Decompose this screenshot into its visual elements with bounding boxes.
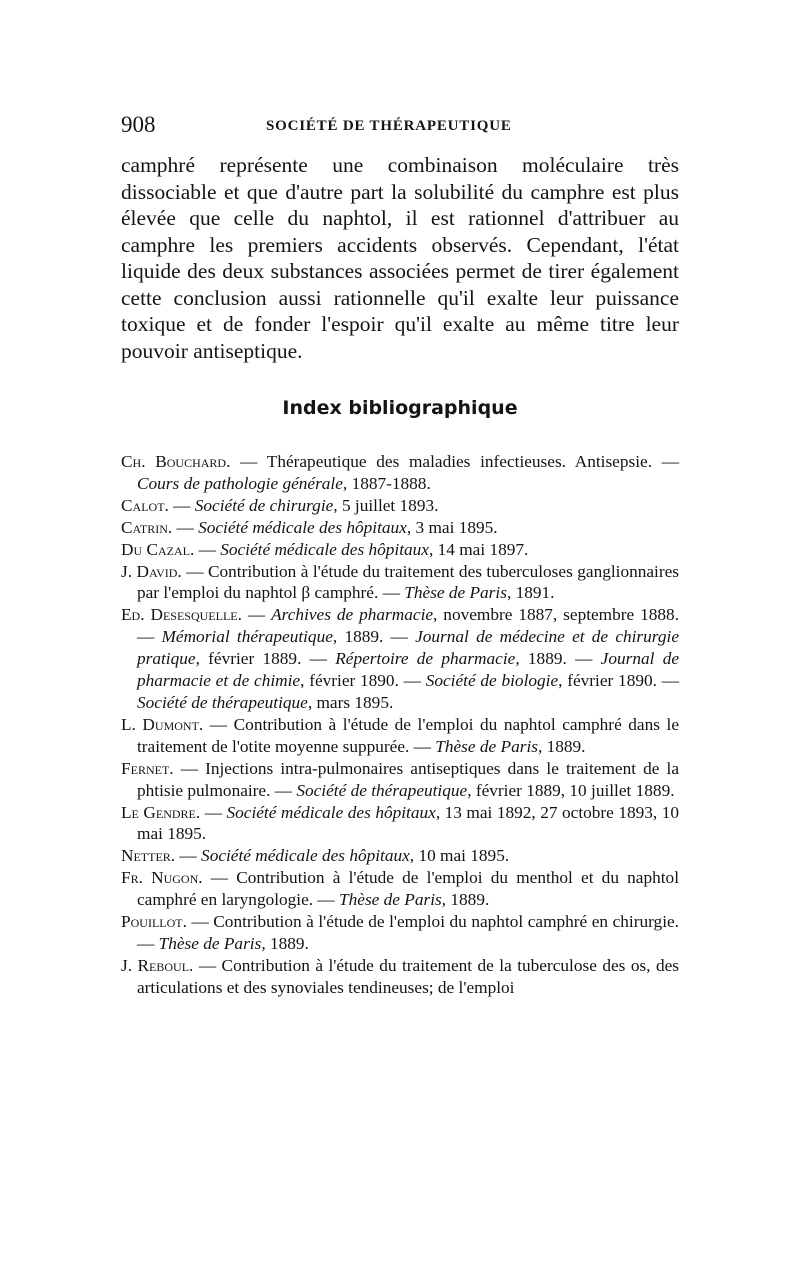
body-paragraph: camphré représente une combinaison moléculaire très dissociable et que d'autre part la solubilité du camphre est plus élevée que celle du naphtol, il est rationnel d'attribuer au camphre les premiers accidents observés. Cependant, l'état liquide des deux substances associées permet de tirer également cette conclusion aussi rationnelle qu'il exalte leur puissance toxique et de fonder l'espoir qu'il exalte au même titre leur pouvoir antiseptique. bbox=[121, 153, 679, 363]
entry-text: , février 1890. — bbox=[558, 671, 680, 691]
entry-source: Société médicale des hôpitaux bbox=[201, 846, 410, 866]
entry-text: , février 1889. — bbox=[195, 649, 336, 669]
entry-author: Catrin. bbox=[121, 517, 173, 537]
entry-author: Fernet. bbox=[121, 758, 174, 778]
index-title: Index bibliographique bbox=[282, 397, 518, 419]
entry-author: Fr. Nugon. bbox=[121, 868, 203, 888]
entry-source: Thèse de Paris bbox=[404, 583, 507, 603]
bibliography-list bbox=[121, 451, 679, 999]
entry-text: , 14 mai 1897. bbox=[428, 539, 529, 559]
entry-author: Ch. Bouchard. bbox=[121, 452, 231, 471]
entry-text: — Injections intra-pulmonaires antiseptiques dans le traitement de la phtisie pulmonaire. — bbox=[137, 758, 679, 800]
entry-source: Archives de pharmacie bbox=[271, 605, 434, 625]
entry-author: J. Reboul. bbox=[121, 955, 194, 975]
entry-text: , 1889. bbox=[441, 890, 490, 910]
entry-source: Société de thérapeutique bbox=[137, 692, 308, 712]
bibliography-entry bbox=[121, 867, 679, 911]
bibliography-entry bbox=[121, 758, 679, 802]
entry-text: — bbox=[241, 605, 272, 625]
running-head: SOCIÉTÉ DE THÉRAPEUTIQUE bbox=[266, 118, 512, 134]
page-number: 908 bbox=[121, 112, 156, 137]
entry-text: — Thérapeutique des maladies infectieuses. Antisepsie. — bbox=[230, 452, 679, 471]
entry-text: — bbox=[168, 495, 195, 515]
entry-text: — Contribution à l'étude de l'emploi du naphtol camphré dans le traitement de l'otite moyenne suppurée. — bbox=[137, 714, 680, 756]
entry-text: — bbox=[200, 802, 227, 822]
bibliography-entry bbox=[121, 845, 679, 867]
entry-source: Société de thérapeutique bbox=[296, 780, 468, 800]
entry-text: , 13 mai 1892, 27 octobre 1893, 10 mai 1895. bbox=[137, 802, 680, 844]
entry-source: Société médicale des hôpitaux bbox=[198, 517, 407, 537]
bibliography-entry bbox=[121, 517, 679, 539]
bibliography-entry bbox=[121, 802, 679, 846]
bibliography-entry bbox=[121, 714, 679, 758]
entry-source: Société de chirurgie bbox=[194, 495, 334, 515]
entry-author: Netter. bbox=[121, 846, 176, 866]
bibliography-entry bbox=[121, 451, 679, 495]
entry-source: Cours de pathologie générale bbox=[137, 473, 343, 493]
entry-author: L. Dumont. bbox=[121, 714, 204, 734]
entry-source: Société de biologie bbox=[425, 671, 559, 691]
entry-text: , février 1889, 10 juillet 1889. bbox=[467, 780, 675, 800]
entry-author: Du Cazal. bbox=[121, 539, 195, 559]
entry-text: — bbox=[194, 539, 221, 559]
entry-text: — Contribution à l'étude de l'emploi du menthol et du naphtol camphré en laryngologie. — bbox=[137, 868, 679, 910]
entry-text: , 3 mai 1895. bbox=[406, 517, 498, 537]
entry-source: Thèse de Paris bbox=[158, 933, 262, 953]
entry-text: — Contribution à l'étude de l'emploi du naphtol camphré en chirurgie. — bbox=[137, 912, 679, 953]
entry-text: — bbox=[175, 846, 202, 866]
entry-text: , 1889. bbox=[261, 933, 309, 953]
entry-text: , 1889. bbox=[537, 736, 586, 756]
entry-author: J. David. bbox=[121, 561, 182, 581]
entry-author: Le Gendre. bbox=[121, 802, 201, 822]
bibliography-entry bbox=[121, 561, 679, 605]
entry-source: Journal de médecine et de chirurgie pratique bbox=[137, 627, 679, 669]
bibliography-entry bbox=[121, 955, 679, 999]
bibliography-entry bbox=[121, 911, 679, 955]
entry-source: Répertoire de pharmacie bbox=[335, 649, 516, 669]
entry-source: Thèse de Paris bbox=[435, 736, 538, 756]
entry-text: , 1887-1888. bbox=[342, 473, 431, 493]
entry-author: Calot. bbox=[121, 495, 169, 515]
entry-source: Société médicale des hôpitaux bbox=[226, 802, 436, 822]
entry-source: Société médicale des hôpitaux bbox=[220, 539, 429, 559]
bibliography-entry bbox=[121, 495, 679, 517]
entry-text: , 1889. — bbox=[332, 627, 416, 647]
entry-text: , 5 juillet 1893. bbox=[333, 495, 439, 515]
entry-text: — Contribution à l'étude du traitement de la tuberculose des os, des articulations et des synoviales tendineuses; de l'emploi bbox=[137, 955, 679, 997]
entry-text: , 10 mai 1895. bbox=[409, 846, 510, 866]
entry-author: Ed. Desesquelle. bbox=[121, 605, 242, 625]
bibliography-entry bbox=[121, 539, 679, 561]
entry-text: , 1889. — bbox=[515, 649, 601, 669]
page-header bbox=[121, 110, 679, 140]
entry-source: Thèse de Paris bbox=[339, 890, 442, 910]
entry-text: , 1891. bbox=[506, 583, 555, 603]
entry-author: Pouillot. bbox=[121, 912, 187, 932]
entry-text: — Contribution à l'étude du traitement des tuberculoses ganglionnaires par l'emploi du naphtol β camphré. — bbox=[137, 561, 679, 603]
entry-source: Journal de pharmacie et de chimie bbox=[137, 649, 680, 691]
entry-text: — bbox=[172, 517, 199, 537]
bibliography-entry bbox=[121, 604, 679, 714]
entry-source: Mémorial thérapeutique bbox=[161, 627, 333, 647]
entry-text: , mars 1895. bbox=[307, 692, 394, 712]
entry-text: , février 1890. — bbox=[300, 671, 426, 691]
entry-text: , novembre 1887, septembre 1888. — bbox=[137, 605, 680, 647]
